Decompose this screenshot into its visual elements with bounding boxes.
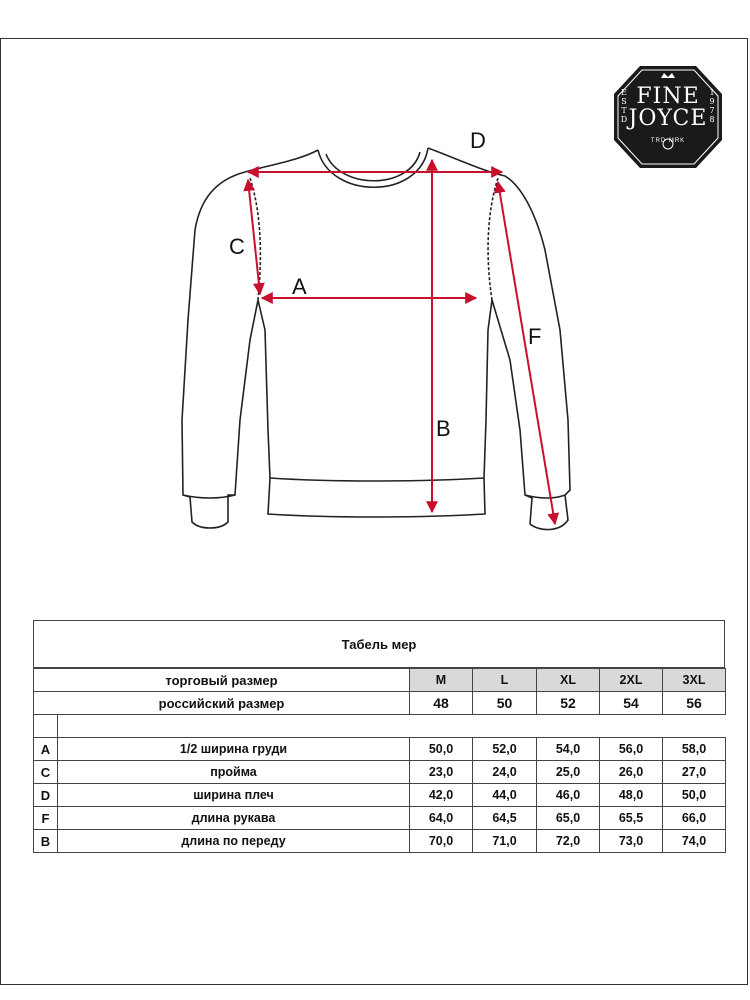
measurement-value: 42,0 [410,784,473,807]
size-header: XL [537,669,600,692]
size-header: 3XL [663,669,726,692]
label-a: A [292,274,307,299]
size-header: L [473,669,537,692]
size-table [33,668,726,853]
measurement-value: 56,0 [600,738,663,761]
measurement-lines [248,160,555,524]
measurement-value: 71,0 [473,830,537,853]
label-d: D [470,128,486,153]
russian-size: 54 [600,692,663,715]
measurement-key: C [34,761,58,784]
brand-year: 1 9 7 8 [709,88,715,124]
russian-size-label: российский размер [34,692,410,715]
size-header: 2XL [600,669,663,692]
spacer-cell [34,715,58,738]
measurement-value: 70,0 [410,830,473,853]
measurement-value: 23,0 [410,761,473,784]
measurement-value: 50,0 [410,738,473,761]
measurement-label: длина по переду [58,830,410,853]
brand-logo [612,64,724,170]
measurement-value: 73,0 [600,830,663,853]
measurement-value: 52,0 [473,738,537,761]
measurement-value: 48,0 [600,784,663,807]
measure-line-f [498,182,555,524]
measurement-key: A [34,738,58,761]
brand-name-line2: JOYCE [628,106,708,131]
measurement-key: D [34,784,58,807]
brand-name-line1: FINE [636,84,700,109]
measurement-row [34,784,726,807]
spacer-row [34,715,726,738]
measurement-row [34,761,726,784]
label-c: C [229,234,245,259]
measurement-value: 54,0 [537,738,600,761]
measurement-value: 64,0 [410,807,473,830]
table-title: Табель мер [33,620,725,668]
measurement-row [34,830,726,853]
size-header: M [410,669,473,692]
measurement-value: 50,0 [663,784,726,807]
brand-trademark: TRD MRK [650,138,686,144]
measurement-value: 24,0 [473,761,537,784]
measure-line-c [248,180,260,294]
measurement-value: 44,0 [473,784,537,807]
russian-size-row [34,692,726,715]
russian-size: 52 [537,692,600,715]
measurement-row [34,807,726,830]
measurement-label: длина рукава [58,807,410,830]
measurement-value: 27,0 [663,761,726,784]
size-table-container [33,620,725,853]
trade-size-row [34,669,726,692]
trade-size-label: торговый размер [34,669,410,692]
measurement-value: 64,5 [473,807,537,830]
measurement-value: 65,0 [537,807,600,830]
measurement-value: 72,0 [537,830,600,853]
sweatshirt-outline [182,148,570,530]
measurement-key: B [34,830,58,853]
measurement-row [34,738,726,761]
measurement-label: ширина плеч [58,784,410,807]
measurement-value: 26,0 [600,761,663,784]
brand-estd: E S T D [620,88,628,124]
measurement-value: 74,0 [663,830,726,853]
russian-size: 50 [473,692,537,715]
measurement-key: F [34,807,58,830]
measurement-value: 46,0 [537,784,600,807]
measurement-value: 58,0 [663,738,726,761]
measurement-label: пройма [58,761,410,784]
russian-size: 48 [410,692,473,715]
label-b: B [436,416,451,441]
measurement-value: 25,0 [537,761,600,784]
measurement-value: 66,0 [663,807,726,830]
russian-size: 56 [663,692,726,715]
spacer-cell [58,715,726,738]
measurement-label: 1/2 ширина груди [58,738,410,761]
label-f: F [528,324,542,349]
measurement-value: 65,5 [600,807,663,830]
